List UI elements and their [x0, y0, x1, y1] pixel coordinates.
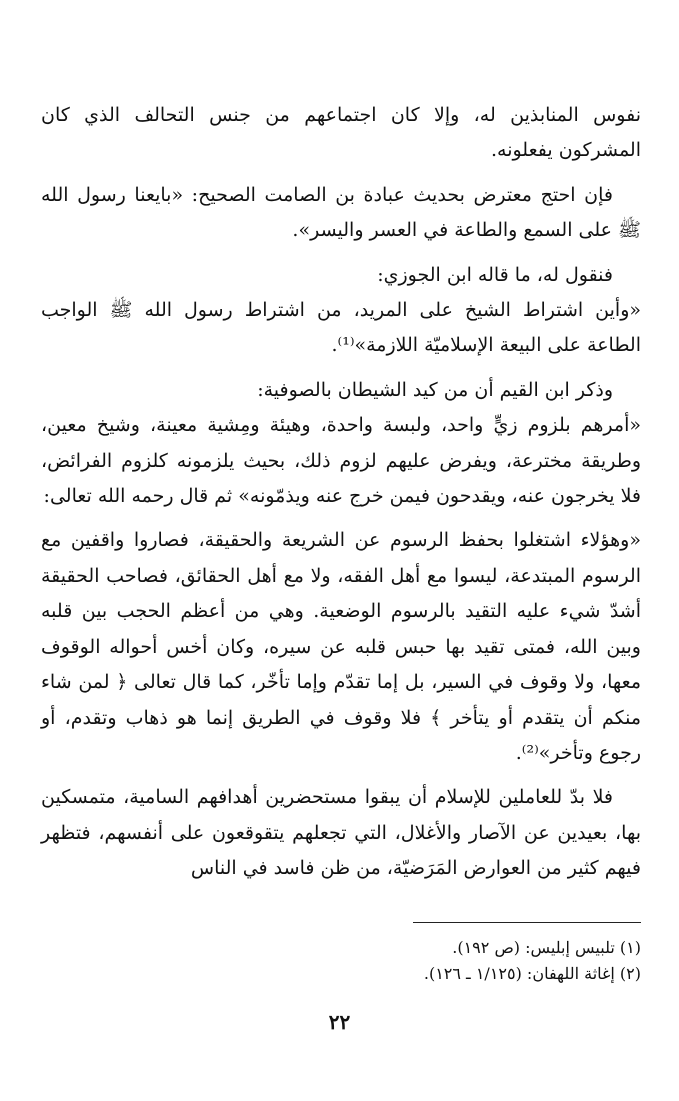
- paragraph: فلا بدّ للعاملين للإسلام أن يبقوا مستحضرين أهدافهم السامية، متمسكين بها، بعيدين عن الآصار والأغلال، التي تجعلهم يتقوقعون على أنفسهم، فتظهر فيهم كثير من العوارض المَرَضيّة، من ظن فاسد في الناس: [41, 786, 641, 880]
- paragraph: وذكر ابن القيم أن من كيد الشيطان بالصوفية:: [257, 378, 613, 401]
- footnote-divider: [413, 922, 641, 923]
- footnote: (٢) إغاثة اللهفان: (١/١٢٥ ـ ١٢٦).: [423, 964, 641, 983]
- quote-paragraph: «وأين اشتراط الشيخ على المريد، من اشتراط رسول الله ﷺ الواجب الطاعة على البيعة الإسلاميّة اللازمة»⁽¹⁾.: [41, 299, 641, 357]
- main-text: [41, 98, 641, 887]
- paragraph: فإن احتج معترض بحديث عبادة بن الصامت الصحيح: «بايعنا رسول الله ﷺ على السمع والطاعة في العسر واليسر».: [41, 183, 641, 242]
- paragraph: نفوس المنابذين له، وإلا كان اجتماعهم من جنس التحالف الذي كان المشركون يفعلونه.: [41, 104, 641, 162]
- page-number: ٢٢: [328, 1010, 351, 1034]
- paragraph: فنقول له، ما قاله ابن الجوزي:: [377, 263, 613, 286]
- footnote: (١) تلبيس إبليس: (ص ١٩٢).: [452, 938, 641, 957]
- quote-paragraph: «وهؤلاء اشتغلوا بحفظ الرسوم عن الشريعة والحقيقة، فصاروا واقفين مع الرسوم المبتدعة، ليسوا مع أهل الفقه، ولا مع أهل الحقائق، فصاحب الحقيقة أشدّ شيء عليه التقيد بالرسوم الوضعية. وهي من أعظم الحجب بين قلبه وبين الله، فمتى تقيد بها حبس قلبه عن سيره، وكان أخس أحواله الوقوف معها، ولا وقوف في السير، بل إما تقدّم وإما تأخّر، كما قال تعالى ﴿ لمن شاء منكم أن يتقدم أو يتأخر ﴾ فلا وقوف في الطريق إنما هو ذهاب وتقدم، أو رجوع وتأخر»⁽²⁾.: [41, 529, 641, 764]
- footnotes: [41, 935, 641, 987]
- quote-paragraph: «أمرهم بلزوم زيٍّ واحد، ولبسة واحدة، وهيئة ومِشية معينة، وشيخ معين، وطريقة مخترعة، ويفرض عليهم لزوم ذلك، بحيث يلزمونه كلزوم الفرائض، فلا يخرجون عنه، ويقدحون فيمن خرج عنه ويذمّونه» ثم قال رحمه الله تعالى:: [41, 414, 641, 508]
